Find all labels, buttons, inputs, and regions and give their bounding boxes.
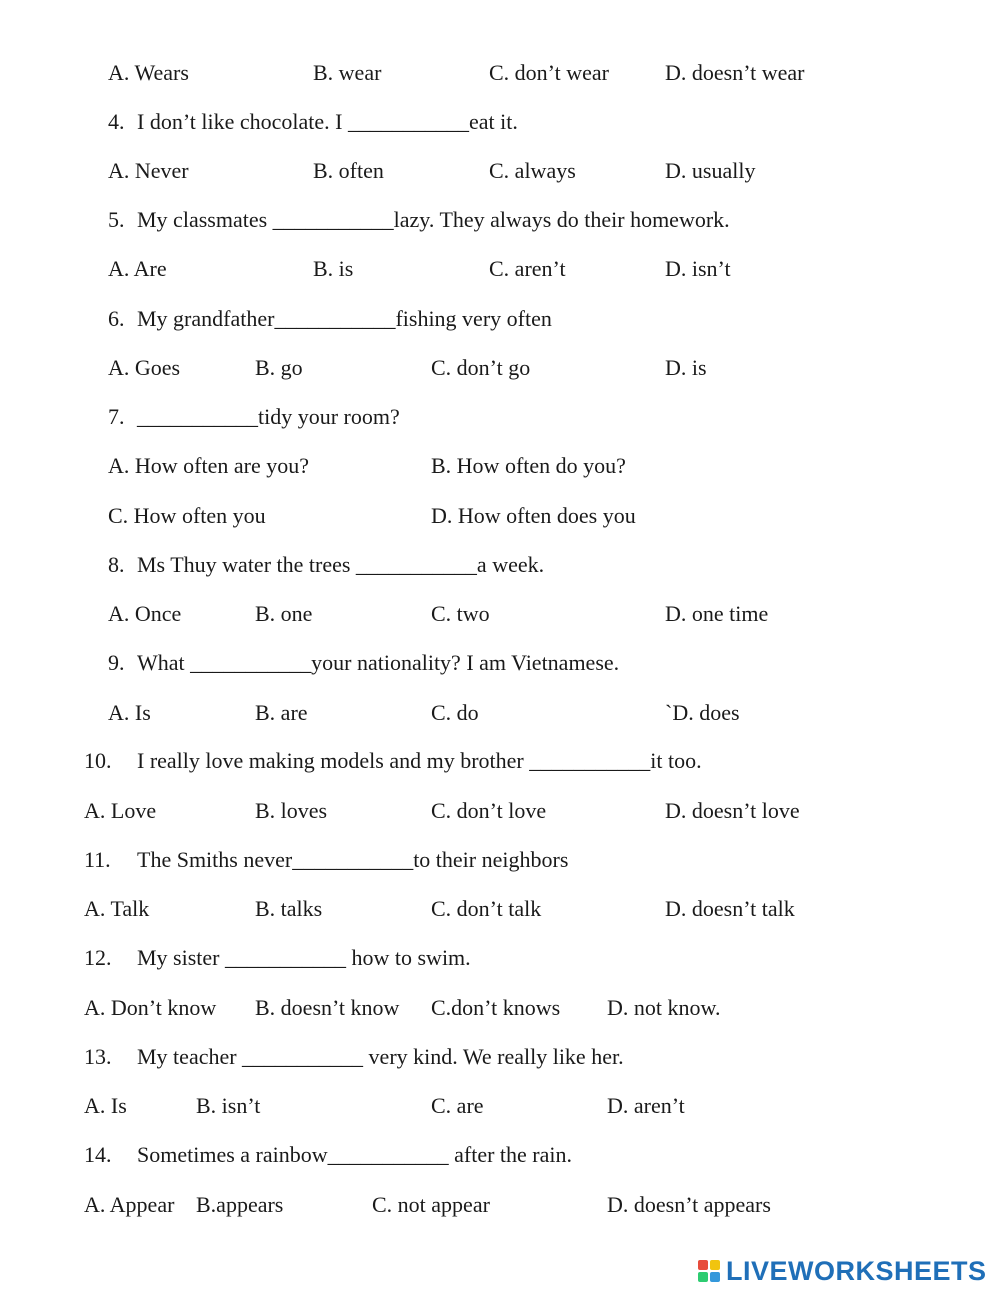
q13-option-a: A. Is <box>84 1093 127 1118</box>
logo-grid-icon <box>698 1260 720 1282</box>
q3-option-c: C. don’t wear <box>489 60 609 85</box>
q4-text: I don’t like chocolate. I ___________eat it. <box>137 109 518 134</box>
q6-number: 6. <box>108 306 125 331</box>
q10-option-d: D. doesn’t love <box>665 798 800 823</box>
q6-option-c: C. don’t go <box>431 355 531 380</box>
q12-text: My sister ___________ how to swim. <box>137 945 471 970</box>
q10-option-a: A. Love <box>84 798 157 823</box>
q10-option-b: B. loves <box>255 798 328 823</box>
q4-option-b: B. often <box>313 158 384 183</box>
q3-option-a: A. Wears <box>108 60 189 85</box>
q5-number: 5. <box>108 207 125 232</box>
q11-text: The Smiths never___________to their neighbors <box>137 847 569 872</box>
logo-text: LIVEWORKSHEETS <box>726 1255 987 1286</box>
q13-number: 13. <box>84 1044 112 1069</box>
q9-option-a: A. Is <box>108 700 151 725</box>
q3-option-b: B. wear <box>313 60 382 85</box>
q13-option-d: D. aren’t <box>607 1093 685 1118</box>
q13-option-b: B. isn’t <box>196 1093 261 1118</box>
q5-option-b: B. is <box>313 256 354 281</box>
q14-option-b: B.appears <box>196 1192 284 1217</box>
q13-option-c: C. are <box>431 1093 484 1118</box>
q7-text: ___________tidy your room? <box>137 404 400 429</box>
logo-square-icon <box>698 1260 708 1270</box>
q6-option-a: A. Goes <box>108 355 181 380</box>
q9-text: What ___________your nationality? I am Vietnamese. <box>137 650 620 675</box>
q6-option-b: B. go <box>255 355 303 380</box>
q4-option-d: D. usually <box>665 158 756 183</box>
liveworksheets-logo[interactable] <box>698 1253 987 1289</box>
q8-number: 8. <box>108 552 125 577</box>
q14-option-d: D. doesn’t appears <box>607 1192 771 1217</box>
q4-option-a: A. Never <box>108 158 189 183</box>
q11-option-d: D. doesn’t talk <box>665 896 795 921</box>
q9-number: 9. <box>108 650 125 675</box>
q14-text: Sometimes a rainbow___________ after the rain. <box>137 1142 573 1167</box>
q12-option-a: A. Don’t know <box>84 995 217 1020</box>
q10-number: 10. <box>84 748 112 773</box>
q8-option-b: B. one <box>255 601 313 626</box>
q11-option-a: A. Talk <box>84 896 150 921</box>
q10-option-c: C. don’t love <box>431 798 547 823</box>
q14-number: 14. <box>84 1142 112 1167</box>
q6-option-d: D. is <box>665 355 707 380</box>
q13-text: My teacher ___________ very kind. We really like her. <box>137 1044 624 1069</box>
q5-option-a: A. Are <box>108 256 167 281</box>
q8-option-a: A. Once <box>108 601 182 626</box>
q12-number: 12. <box>84 945 112 970</box>
logo-square-icon <box>698 1272 708 1282</box>
q11-number: 11. <box>84 847 111 872</box>
q9-option-c: C. do <box>431 700 479 725</box>
q5-option-d: D. isn’t <box>665 256 731 281</box>
q12-option-b: B. doesn’t know <box>255 995 400 1020</box>
q7-option-a: A. How often are you? <box>108 453 309 478</box>
q7-option-d: D. How often does you <box>431 503 636 528</box>
q5-text: My classmates ___________lazy. They always do their homework. <box>137 207 730 232</box>
q11-option-c: C. don’t talk <box>431 896 542 921</box>
q7-option-b: B. How often do you? <box>431 453 626 478</box>
q6-text: My grandfather___________fishing very often <box>137 306 552 331</box>
q4-number: 4. <box>108 109 125 134</box>
q8-option-d: D. one time <box>665 601 769 626</box>
q3-option-d: D. doesn’t wear <box>665 60 805 85</box>
logo-square-icon <box>710 1272 720 1282</box>
q5-option-c: C. aren’t <box>489 256 566 281</box>
q9-option-b: B. are <box>255 700 308 725</box>
q8-option-c: C. two <box>431 601 490 626</box>
q12-option-d: D. not know. <box>607 995 721 1020</box>
q11-option-b: B. talks <box>255 896 323 921</box>
q7-number: 7. <box>108 404 125 429</box>
q10-text: I really love making models and my brother ___________it too. <box>137 748 702 773</box>
q9-option-d: `D. does <box>665 700 740 725</box>
q7-option-c: C. How often you <box>108 503 266 528</box>
q8-text: Ms Thuy water the trees ___________a week. <box>137 552 545 577</box>
q14-option-a: A. Appear <box>84 1192 175 1217</box>
logo-square-icon <box>710 1260 720 1270</box>
q12-option-c: C.don’t knows <box>431 995 561 1020</box>
q14-option-c: C. not appear <box>372 1192 490 1217</box>
q4-option-c: C. always <box>489 158 576 183</box>
